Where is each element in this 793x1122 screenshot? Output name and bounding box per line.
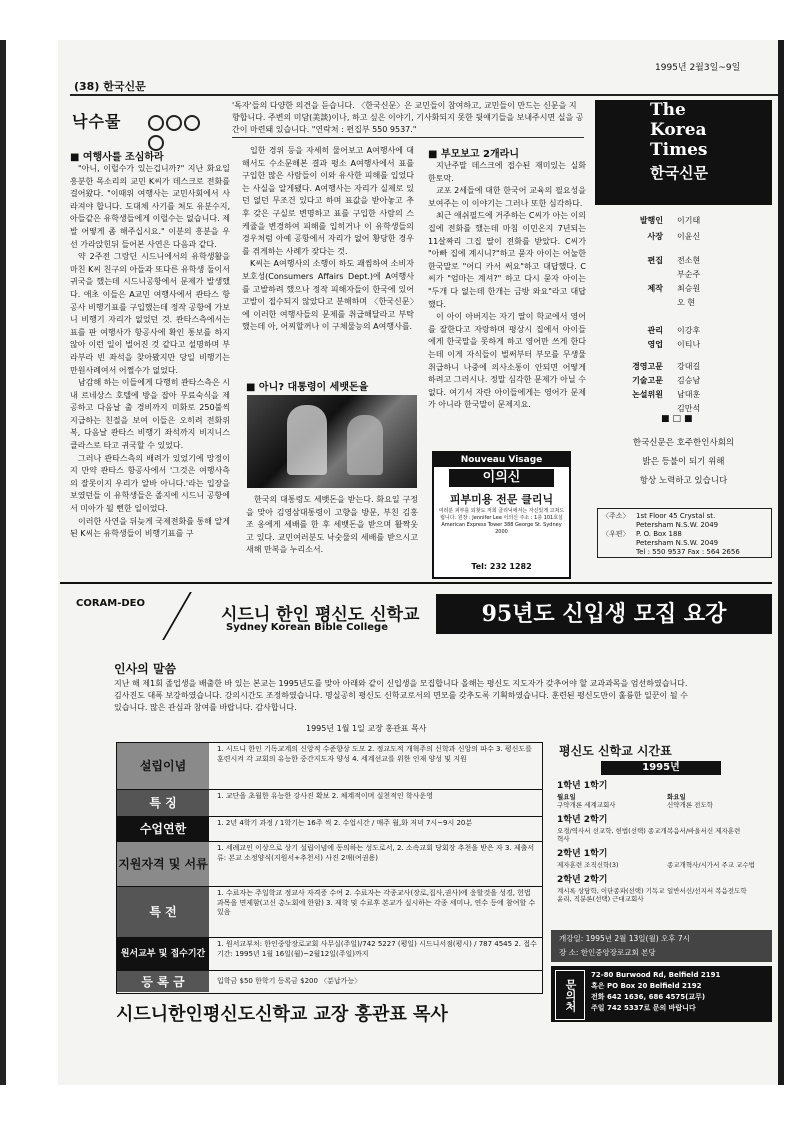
article-parents (428, 145, 586, 445)
staff-name: 이윤신 (677, 232, 701, 241)
course-row (557, 861, 772, 869)
staff-row (595, 389, 772, 401)
news-photo (247, 395, 417, 488)
address-box (597, 508, 772, 558)
staff-name: 오 현 (677, 298, 695, 307)
inquiry-line: 혹은 PO Box 20 Belfield 2192 (591, 982, 702, 990)
ad-name: 이의신 (449, 469, 554, 487)
article-heading: ■ 여행사를 조심하라 (70, 152, 164, 163)
masthead-line: The (650, 100, 686, 120)
course-row (557, 887, 772, 903)
staff-name: 전소현 (677, 256, 701, 265)
course-row (557, 827, 772, 843)
row-label: 지원자격 및 서류 (117, 842, 209, 886)
ad-tagline: 피부미용 전문 클리닉 (449, 493, 554, 506)
inquiry-lines (591, 970, 720, 1014)
contact-phone: Tel : 550 9537 Fax : 564 2656 (636, 548, 740, 556)
schedule-title: 평신도 신학교 시간표 (559, 744, 672, 758)
inquiry-line: 전화 642 1636, 686 4575(교무) (591, 993, 706, 1001)
row-label: 원서교부 및 접수기간 (117, 938, 209, 970)
course-cell: 오경/역사서 선교학, 헌법(선택) 종교개혁사 (557, 827, 667, 843)
masthead-block (595, 100, 772, 205)
course-cell: 월요일 (557, 793, 576, 801)
clinic-advertisement (432, 451, 571, 579)
row-label: 설립이념 (117, 743, 209, 789)
staff-row (595, 339, 772, 351)
staff-role: 관리 (647, 326, 663, 335)
semester-title: 2학년 1학기 (557, 849, 608, 859)
ad-phone: Tel: 232 1282 (471, 562, 532, 571)
opening-date: 개강일: 1995년 2월 13일(월) 오후 7시 (559, 934, 690, 943)
bible-college-advertisement (66, 590, 772, 1025)
semester-title: 2학년 2학기 (557, 875, 608, 885)
table-row (117, 790, 542, 817)
inquiry-line: 주일 742 5337로 문의 바랍니다 (591, 1004, 696, 1012)
table-row (117, 743, 542, 790)
ad-details: 여러분 피부를 되찾도 저희 클리닉에서는 자신있게 고쳐드립니다. 원장 : Jennifer Lee 이의신 주소 : 1층 101호실 American Express Tower 388 George St. Sydney 2000 (438, 508, 565, 535)
course-cell: 계시록 상담학, 이단종파(선택) 기독교윤리, 직분론(선택) 근대교회사 (557, 887, 665, 903)
newspaper-motto (595, 434, 772, 491)
staff-name: 김승남 (677, 376, 701, 385)
course-cell: 화요일 (667, 793, 686, 801)
article-paragraph: 그러나 콴타스측의 배려가 있었기에 망정이지 만약 콴타스 항공사에서 '그것은 여행사측의 잘못이지 우리가 알바 아니다.'라는 입장을 보였던들 이 유학생들은 졸지에 시드니 공항에서 미아가 될 뻔한 일이었다. (70, 453, 230, 514)
article-paragraph: 교포 2세들에 대한 한국어 교육의 필요성을 보여주는 이 이야기는 그러나 또한 심각하다. (428, 186, 586, 208)
staff-name: 강대길 (677, 362, 701, 371)
staff-row (595, 361, 772, 373)
table-row (117, 887, 542, 938)
staff-row (595, 215, 772, 227)
address-label: 〈주소〉 (602, 512, 630, 520)
admission-table (116, 742, 543, 994)
masthead-line: Times (650, 140, 708, 160)
table-row (117, 938, 542, 971)
binder-edge (0, 40, 6, 1085)
table-row (117, 842, 542, 887)
square-ornament-icon: ■□■ (661, 414, 696, 424)
address-value: Petersham N.S.W. 2049 (636, 521, 719, 529)
motto-line: 항상 노력하고 있습니다 (639, 476, 728, 486)
row-text: 입학금 $50 한학기 등록금 $200 〈분납가능〉 (217, 977, 362, 985)
address-value: Petersham N.S.W. 2049 (636, 539, 719, 547)
row-text: 1. 교단을 초월한 유능한 강사진 확보 2. 체계적이며 실천적인 학사운영 (217, 792, 433, 800)
staff-role: 기술고문 (632, 376, 663, 385)
staff-role: 제작 (647, 284, 663, 293)
article-president-heading-wrap (246, 378, 418, 393)
article-heading: ■ 부모보고 2개라니 (428, 149, 519, 160)
row-text: 1. 2년 4학기 과정 / 1학기는 16주 씩 2. 수업시간 / 매주 월,화 저녁 7시~9시 20분 (217, 819, 473, 827)
table-row (117, 817, 542, 842)
article-paragraph: "아니, 이럴수가 있는겁니까?" 지난 화요일 흥분한 목소리의 교민 K씨가 데스크로 전화를 걸어왔다. "이때위 여행사는 교민사회에서 사라져야 합니다. 도대체 사기를 쳐도 유분수지, 아들같은 유학생들에게 이럴수는 없습니다. 제발 어떻게 좀 해주십시요." 이분의 흥분을 우선 가라앉힌뒤 들어본 사연은 다음과 같다. (70, 164, 230, 249)
staff-role: 영업 (647, 340, 663, 349)
staff-name: 이기태 (677, 216, 701, 225)
course-cell: 일반서신/선지서 복음전도학 (667, 887, 747, 895)
article-travel-agency-cont (242, 145, 414, 390)
staff-row (595, 283, 772, 295)
greeting-heading: 인사의 말씀 (114, 662, 177, 676)
row-label: 수업연한 (117, 817, 209, 841)
course-row (557, 793, 772, 801)
row-label: 특 징 (117, 790, 209, 816)
school-name-korean: 시드니 한인 평신도 신학교 (221, 605, 420, 625)
opening-place: 장 소: 한인중앙장로교회 본당 (559, 948, 656, 957)
issue-date: 1995년 2월3일~9일 (655, 63, 741, 73)
article-paragraph: 지난주말 데스크에 접수된 재미있는 실화 한토막. (428, 161, 586, 183)
ad-brand: Nouveau Visage (434, 453, 569, 467)
address-value: 1st Floor 45 Crystal st. (636, 512, 716, 520)
motto-line: 한국신문은 호주한인사회의 (632, 438, 735, 448)
photo-caption (246, 494, 418, 578)
article-paragraph: K씨는 A여행사의 소행이 하도 괘씸하여 소비자보호성(Consumers Affairs Dept.)에 A여행사를 고발하려 했으나 정작 피해자들이 한국에 있어 고발이 접수되지 않았다고 분해하며 〈한국신문〉에 이러한 여행사들의 문제를 취급해달라고 부탁했는데 아, 어찌할꺼나 이 구체물능의 A여행사를. (242, 259, 414, 332)
staff-role: 논설위원 (632, 390, 663, 399)
article-paragraph: 이 아이 아버지는 자기 딸이 학교에서 영어를 잘한다고 자랑하며 평상시 집에서 아이들에게 한국말을 못하게 하고 영어만 쓰게 한다는데 이게 자식들이 벌써부터 부모를 무생물 취급하니 나중에 의사소통이 안되면 어떻게 하려고 그러시나. 정말 심각한 문제가 아닐 수 없다. 여기서 자란 아이들에게는 영어가 문제가 아니라 한국말이 문제지요. (428, 312, 586, 410)
inquiry-line: 72-80 Burwood Rd, Belfield 2191 (591, 971, 721, 979)
course-cell: 구약개론 세계교회사 (557, 801, 616, 809)
staff-role: 편집 (647, 256, 663, 265)
article-paragraph: 이러한 사연을 뒤늦게 국제전화를 통해 알게된 K씨는 유학생들이 비행기표를 구 (70, 516, 230, 539)
header-rule (70, 94, 778, 96)
course-cell: 종교개혁사/시가서 주교 교수법 (667, 861, 755, 869)
semester-title: 1학년 2학기 (557, 815, 608, 825)
inquiry-box (551, 966, 772, 1022)
column-logo-text: 낙수물 (72, 112, 122, 131)
column-logo (68, 105, 208, 137)
staff-role: 사장 (647, 232, 663, 241)
row-text: 1. 세례교인 이상으로 상기 설립이념에 동의하는 성도로서, 2. 소속교회 당회장 추천을 받은 자 3. 제출서류: 본교 소정양식(지원서+추천서) 사진 2매(여권용) (217, 844, 535, 862)
course-cell: 복음서/바울서신 제자훈련 (667, 827, 741, 835)
photo-figure (287, 405, 327, 475)
staff-row (595, 269, 772, 281)
article-paragraph: 입한 경위 등을 자세히 물어보고 A여행사에 대해서도 수소문해본 결과 평소 A여행사에서 표를 구입한 많은 사람들이 이와 유사한 피해를 입었다는 사실을 알게됐다. A여행사는 자리가 실제로 있던 없던 무조건 있다고 하며 표값을 받아놓고 추후 갖은 구실로 변명하고 표를 구입한 사람의 스케쥴을 변경하여 피해를 입히거나 이 유학생들의 경우처럼 아예 공항에서 자리가 없어 황당한 경우를 겪게하는 사례가 잦다는 것. (242, 146, 414, 256)
course-cell: 신약개론 전도학 (667, 801, 714, 809)
staff-name: 이강후 (677, 326, 701, 335)
row-text: 1. 수료자는 주일학교 정교사 자격증 수여 2. 수료자는 각종교사(장로,집사,권사)에 응할것을 성경, 헌법과목을 면제함(고신 총노회에 한함) 3. 제학 및 수료후 본교가 실시하는 각종 세미나, 연수 등에 참여할 수 있음 (217, 889, 536, 916)
section-divider (60, 582, 772, 584)
inquiry-label: 문의처 (555, 970, 585, 1020)
address-label: 〈우편〉 (602, 530, 630, 538)
row-text: 1. 시드니 한인 기독교계의 신앙적 수준향상 도모 2. 정교도적 개혁주의 신학과 신앙의 파수 3. 평신도를 훈련시켜 각 교회의 유능한 중간지도자 양성 4. 세계선교를 위한 인재 양성 및 지원 (217, 745, 532, 763)
principal-signature: 시드니한인평신도신학교 교장 홍관표 목사 (116, 1004, 448, 1025)
slant-divider (162, 592, 204, 640)
school-name-english: Sydney Korean Bible College (226, 622, 388, 633)
greeting-signature: 1995년 1월 1일 교장 홍관표 목사 (306, 724, 427, 733)
opening-info (551, 930, 772, 962)
article-travel-agency (70, 148, 230, 578)
row-label: 등 록 금 (117, 971, 209, 992)
staff-row (595, 325, 772, 337)
staff-row (595, 375, 772, 387)
article-paragraph: 약 2주전 그랑딘 시드니에서의 유학생활을 마친 K씨 친구의 아들과 또다른 유학생 둘이서 귀국을 했는데 시드니공항에서 문제가 발생했다. 애초 이들은 A교민 여행사에서 콴타스 항공사 비행기표를 구입했는데 정작 공항에 가보니 비행기 자리가 없었던 것. 콴타스측에서는 표를 판 여행사가 항공사에 확인 통보를 하지 않아 이런 일이 벌어진 것 같다고 설명하며 부라부라 빈 좌석을 찾아봤지만 당일 비행기는 만원사례여서 어쩔수가 없었다. (70, 252, 230, 375)
reader-notice: '독자'들의 다양한 의견을 듣습니다. 〈한국신문〉은 교민들이 참여하고, 교민들이 만드는 신문을 지향합니다. 주변의 미담(美談)이나, 하고 싶은 이야기, 기사화되지 못한 뒷얘기들을 보내주시면 실을 공간이 마련돼 있습니다. "연락처 : 편집부 550 9537." (232, 101, 584, 134)
staff-name: 부순주 (677, 270, 701, 279)
table-row (117, 971, 542, 992)
staff-row (595, 231, 772, 243)
staff-row (595, 255, 772, 267)
class-schedule (551, 742, 772, 903)
greeting-text: 지난 해 제1회 졸업생을 배출한 바 있는 본교는 1995년도를 맞아 아래와 같이 신입생을 모집합니다 올해는 평신도 지도자가 갖추어야 할 교과과목을 엄선하였습니다. 김사진도 대폭 보강하였습니다. 강의시간도 조정하였습니다. 명실공히 평신도 신학교로서의 면모를 갖추도록 기획하였습니다. 훈련된 평신도만이 훌륭한 일꾼이 될 수 있습니다. 많은 관심과 참여를 바랍니다. 감사합니다. (114, 679, 688, 712)
coram-deo-label: CORAM-DEO (76, 598, 146, 609)
course-row (557, 801, 772, 809)
schedule-year: 1995년 (601, 761, 721, 775)
motto-line: 밝은 등불이 되기 위해 (642, 457, 725, 467)
caption-text: 한국의 대통령도 세뱃돈을 받는다. 화요일 구정을 맞아 김영삼대통령이 고향을 방문, 부친 김홍조 옹에게 세배를 한 후 세뱃돈을 받으며 활짝웃고 있다. 교민여러분도 낙숫물의 세배를 받으시고 새해 만복을 누리소서. (246, 495, 418, 555)
notice-rule (232, 137, 584, 138)
masthead-line: Korea (650, 120, 707, 140)
course-cell: 제자훈련 조직신학(3) (557, 861, 619, 869)
recruitment-banner: 95년도 신입생 모집 요강 (436, 594, 772, 634)
row-label: 특 전 (117, 887, 209, 937)
staff-role: 경영고문 (632, 362, 663, 371)
staff-role: 발행인 (639, 216, 663, 225)
article-paragraph: 최근 애쉬필드에 거주하는 C씨가 아는 이의 집에 전화를 했는데 마침 이민온지 7년되는 11살짜리 그집 딸이 전화를 받았다. C씨가 "아빠 집에 계시니?"하고 묻자 아이는 어눌한 한국말로 "어디 카서 써요"하고 대답했다. C씨가 "엄마는 계셔?" 하고 다시 묻자 아이는 "두개 다 없는데 한개는 금방 와요"라고 대답했다. (428, 211, 586, 309)
staff-name: 남대훈 (677, 390, 701, 399)
article-paragraph: 남감해 하는 이들에게 다행히 콴타스측은 시내 르네상스 호텔에 방을 잡아 무료숙식을 제공하고 다음날 출 경비까지 미화로 250불씩 지급하는 친절을 보여 이들은 오히려 전화위복, 다음날 콴타스 비행기 좌석까지 비지니스 클라스로 타고 귀국할 수 있었다. (70, 378, 230, 451)
address-value: P. O. Box 188 (636, 530, 682, 538)
staff-row (595, 297, 772, 309)
article-heading: ■ 아니? 대통령이 세뱃돈을 (246, 382, 369, 393)
staff-name: 최승원 (677, 284, 701, 293)
staff-name: 이티나 (677, 340, 701, 349)
masthead-korean: 한국신문 (650, 164, 708, 182)
row-text: 1. 원서교부처: 한인중앙장로교회 사무실(주일)/742 5227 (평일) 시드니서점(평시) / 787 4545 2. 접수기간: 1995년 1월 16일(월)~2월12일(주일)까지 (217, 940, 537, 958)
semester-title: 1학년 1학기 (557, 781, 608, 791)
masthead-title (650, 100, 708, 183)
page-title: (38) 한국신문 (74, 80, 146, 93)
staff-name: 김만석 (677, 404, 701, 413)
masthead-sidebar (595, 100, 772, 560)
photo-figure (347, 415, 383, 475)
